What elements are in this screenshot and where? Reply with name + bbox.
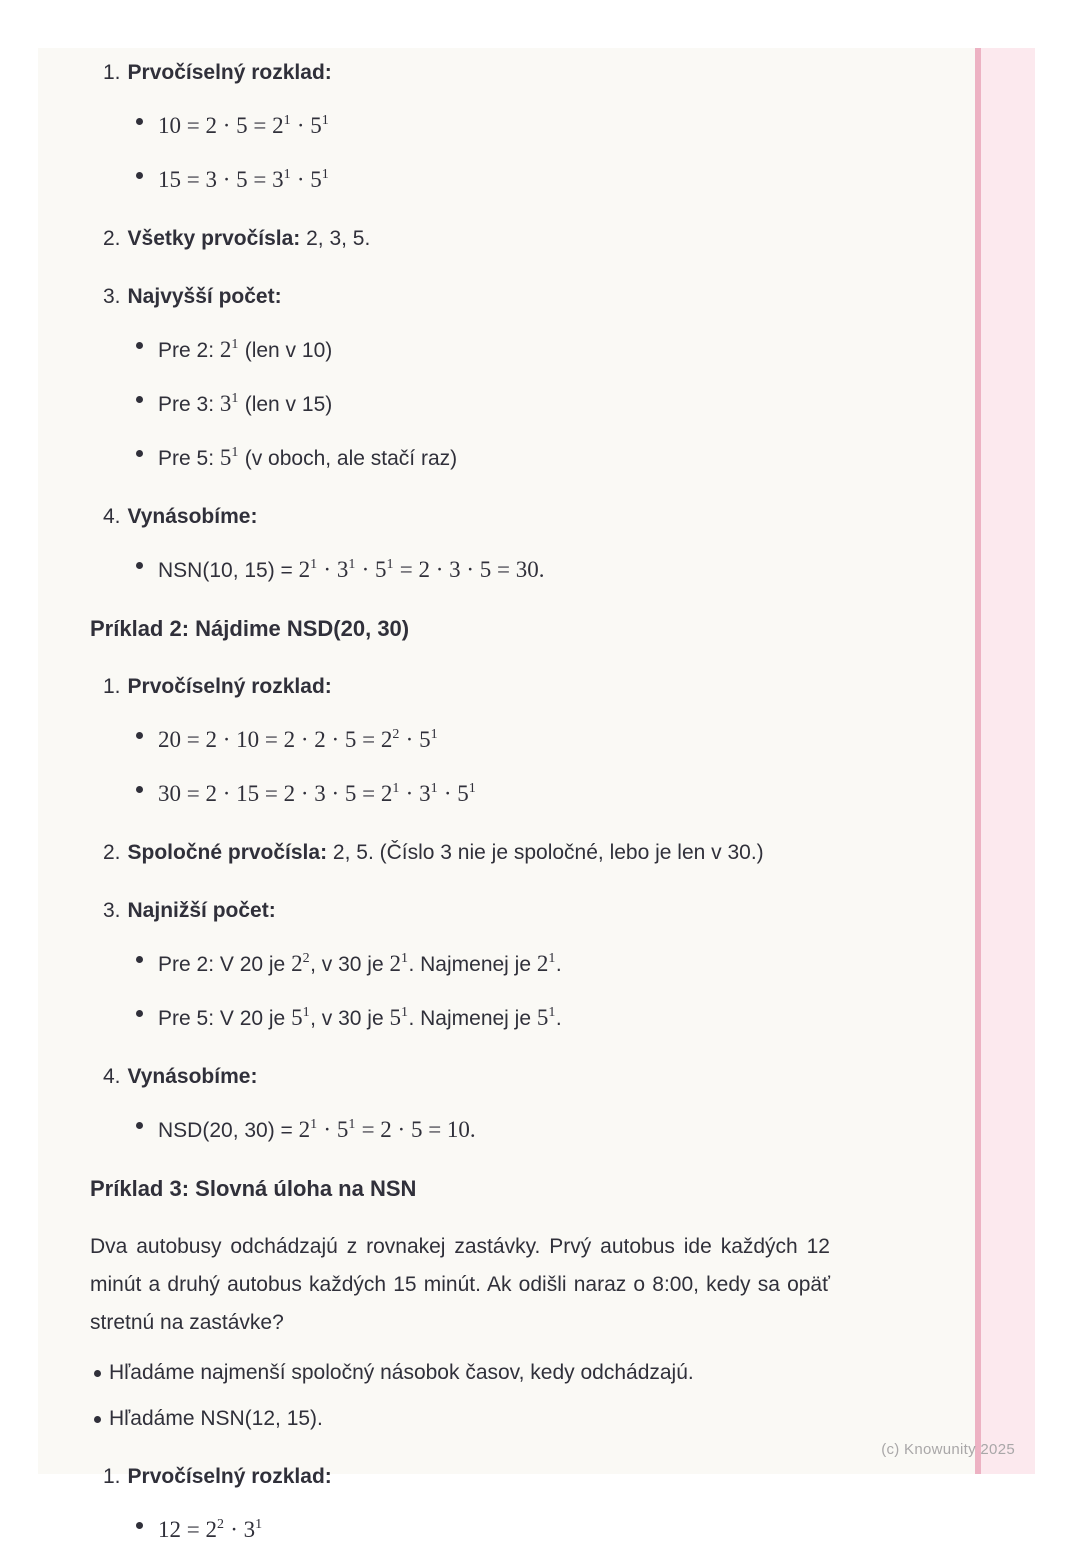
math-text: · 5	[438, 781, 469, 806]
bullet-icon	[136, 562, 143, 569]
math-superscript: 1	[283, 167, 292, 182]
math-text: 3	[219, 391, 232, 416]
item-number: 3.	[103, 285, 121, 308]
math-text: · 5	[291, 113, 322, 138]
bullet-list-item	[90, 1510, 830, 1546]
numbered-list-item	[90, 896, 830, 926]
text: NSN(10, 15) =	[158, 559, 299, 582]
bullet-list-item	[90, 1110, 830, 1146]
numbered-list-item	[90, 282, 830, 312]
text: (len v 15)	[238, 393, 333, 416]
page-highlight-stripe	[975, 48, 1035, 1474]
text: Spoločné prvočísla:	[127, 841, 328, 864]
math-text: 2	[291, 951, 303, 976]
math-text: · 5	[355, 557, 387, 582]
document-page	[38, 48, 1035, 1542]
bullet-list-item	[90, 330, 830, 366]
math-text: 10 = 2 · 5 = 2	[158, 113, 284, 138]
math-text: · 3	[317, 557, 349, 582]
section-heading	[90, 1174, 830, 1204]
numbered-list-item	[90, 672, 830, 702]
math-superscript: 2	[216, 1517, 225, 1532]
bullet-list-item	[90, 106, 830, 142]
item-number: 2.	[103, 841, 121, 864]
numbered-list-item	[90, 1062, 830, 1092]
bullet-icon	[136, 732, 143, 739]
watermark: (c) Knowunity 2025	[881, 1441, 1015, 1458]
math-text: 20 = 2 · 10 = 2 · 2 · 5 = 2	[158, 727, 393, 752]
math-superscript: 2	[392, 727, 400, 742]
math-superscript: 1	[386, 557, 394, 572]
text: 2, 3, 5.	[300, 227, 371, 250]
math-text: · 3	[399, 781, 431, 806]
bullet-icon	[94, 1370, 101, 1377]
math-superscript: 1	[430, 727, 439, 742]
text: .	[555, 1007, 562, 1030]
numbered-list-item	[90, 58, 830, 88]
text: Hľadáme NSN(12, 15).	[109, 1407, 323, 1430]
math-superscript: 1	[400, 1005, 409, 1020]
math-text: · 5	[399, 727, 431, 752]
item-number: 3.	[103, 899, 121, 922]
document-content	[38, 48, 830, 1546]
numbered-list-item	[90, 502, 830, 532]
item-number: 1.	[103, 1465, 121, 1488]
math-superscript: 1	[400, 951, 409, 966]
text: NSD(20, 30) =	[158, 1119, 299, 1142]
bullet-icon	[136, 172, 143, 179]
math-text: 5	[389, 1005, 401, 1030]
math-superscript: 1	[283, 113, 292, 128]
math-superscript: 1	[321, 113, 330, 128]
math-text: 5	[219, 445, 232, 470]
math-superscript: 1	[392, 781, 400, 796]
bullet-icon	[136, 450, 143, 457]
text: Pre 3:	[158, 393, 220, 416]
math-superscript: 2	[302, 951, 311, 966]
text: Najnižší počet:	[127, 899, 276, 922]
text: .	[555, 953, 562, 976]
math-superscript: 1	[231, 337, 239, 352]
math-text: = 2 · 5 = 10.	[355, 1117, 476, 1142]
text: (len v 10)	[238, 339, 333, 362]
bullet-list-item	[90, 774, 830, 810]
numbered-list-item	[90, 224, 830, 254]
text: Prvočíselný rozklad:	[127, 1465, 332, 1488]
section-heading	[90, 614, 830, 644]
text: stretnú na zastávke?	[90, 1311, 284, 1334]
math-superscript: 1	[231, 391, 239, 406]
math-superscript: 1	[348, 1117, 356, 1132]
math-text: 5	[291, 1005, 303, 1030]
bullet-list-item	[90, 944, 830, 980]
math-superscript: 1	[348, 557, 356, 572]
math-text: 15 = 3 · 5 = 3	[158, 167, 284, 192]
math-text: · 3	[224, 1517, 256, 1542]
bullet-icon	[136, 1122, 143, 1129]
math-superscript: 1	[548, 951, 556, 966]
bullet-list-item	[90, 438, 830, 474]
math-superscript: 1	[430, 781, 439, 796]
text: Dva autobusy odchádzajú z rovnakej zastávky. Prvý autobus ide každých 12	[90, 1235, 830, 1258]
text: . Najmenej je	[408, 1007, 537, 1030]
bullet-icon	[136, 1010, 143, 1017]
math-text: 12 = 2	[158, 1517, 217, 1542]
math-text: = 2 · 3 · 5 = 30.	[394, 557, 545, 582]
text: 2, 5. (Číslo 3 nie je spoločné, lebo je len v 30.)	[327, 841, 764, 864]
bullet-icon	[136, 118, 143, 125]
bullet-icon	[136, 396, 143, 403]
text: Príklad 2: Nájdime NSD(20, 30)	[90, 616, 410, 641]
item-number: 1.	[103, 61, 121, 84]
text: , v 30 je	[310, 953, 390, 976]
math-text: 2	[219, 337, 232, 362]
math-superscript: 1	[231, 445, 239, 460]
math-text: · 5	[317, 1117, 349, 1142]
bullet-icon	[136, 342, 143, 349]
text: minút a druhý autobus každých 15 minút. Ak odišli naraz o 8:00, kedy sa opäť	[90, 1273, 830, 1296]
text: Prvočíselný rozklad:	[127, 675, 332, 698]
bullet-icon	[136, 956, 143, 963]
paragraph-line	[90, 1304, 830, 1342]
text: . Najmenej je	[408, 953, 537, 976]
text: (v oboch, ale stačí raz)	[238, 447, 458, 470]
item-number: 4.	[103, 505, 121, 528]
text: Pre 5: V 20 je	[158, 1007, 292, 1030]
text: Hľadáme najmenší spoločný násobok časov, kedy odchádzajú.	[109, 1361, 694, 1384]
math-superscript: 1	[468, 781, 477, 796]
math-text: 2	[298, 557, 311, 582]
numbered-list-item	[90, 1462, 830, 1492]
math-text: · 5	[291, 167, 322, 192]
text: Prvočíselný rozklad:	[127, 61, 332, 84]
item-number: 1.	[103, 675, 121, 698]
math-text: 2	[389, 951, 401, 976]
bullet-list-item	[90, 550, 830, 586]
math-superscript: 1	[255, 1517, 263, 1532]
math-superscript: 1	[310, 557, 318, 572]
math-superscript: 1	[321, 167, 330, 182]
text: , v 30 je	[310, 1007, 390, 1030]
math-superscript: 1	[302, 1005, 311, 1020]
text: Pre 2: V 20 je	[158, 953, 292, 976]
math-superscript: 1	[548, 1005, 556, 1020]
bullet-list-item	[90, 160, 830, 196]
text: Všetky prvočísla:	[127, 227, 301, 250]
math-text: 5	[536, 1005, 549, 1030]
bullet-list-item	[90, 998, 830, 1034]
text: Pre 2:	[158, 339, 220, 362]
bullet-icon	[136, 786, 143, 793]
bullet-list-item	[90, 384, 830, 420]
bullet-icon	[94, 1416, 101, 1423]
bullet-list-item	[90, 1404, 830, 1434]
text: Vynásobíme:	[127, 1065, 258, 1088]
paragraph-line	[90, 1228, 830, 1266]
numbered-list-item	[90, 838, 830, 868]
math-text: 2	[536, 951, 549, 976]
paragraph-line	[90, 1266, 830, 1304]
math-text: 2	[298, 1117, 311, 1142]
text: Príklad 3: Slovná úloha na NSN	[90, 1176, 417, 1201]
item-number: 2.	[103, 227, 121, 250]
text: Najvyšší počet:	[127, 285, 282, 308]
bullet-list-item	[90, 1358, 830, 1388]
text: Pre 5:	[158, 447, 220, 470]
item-number: 4.	[103, 1065, 121, 1088]
math-text: 30 = 2 · 15 = 2 · 3 · 5 = 2	[158, 781, 393, 806]
math-superscript: 1	[310, 1117, 318, 1132]
text: Vynásobíme:	[127, 505, 258, 528]
bullet-list-item	[90, 720, 830, 756]
